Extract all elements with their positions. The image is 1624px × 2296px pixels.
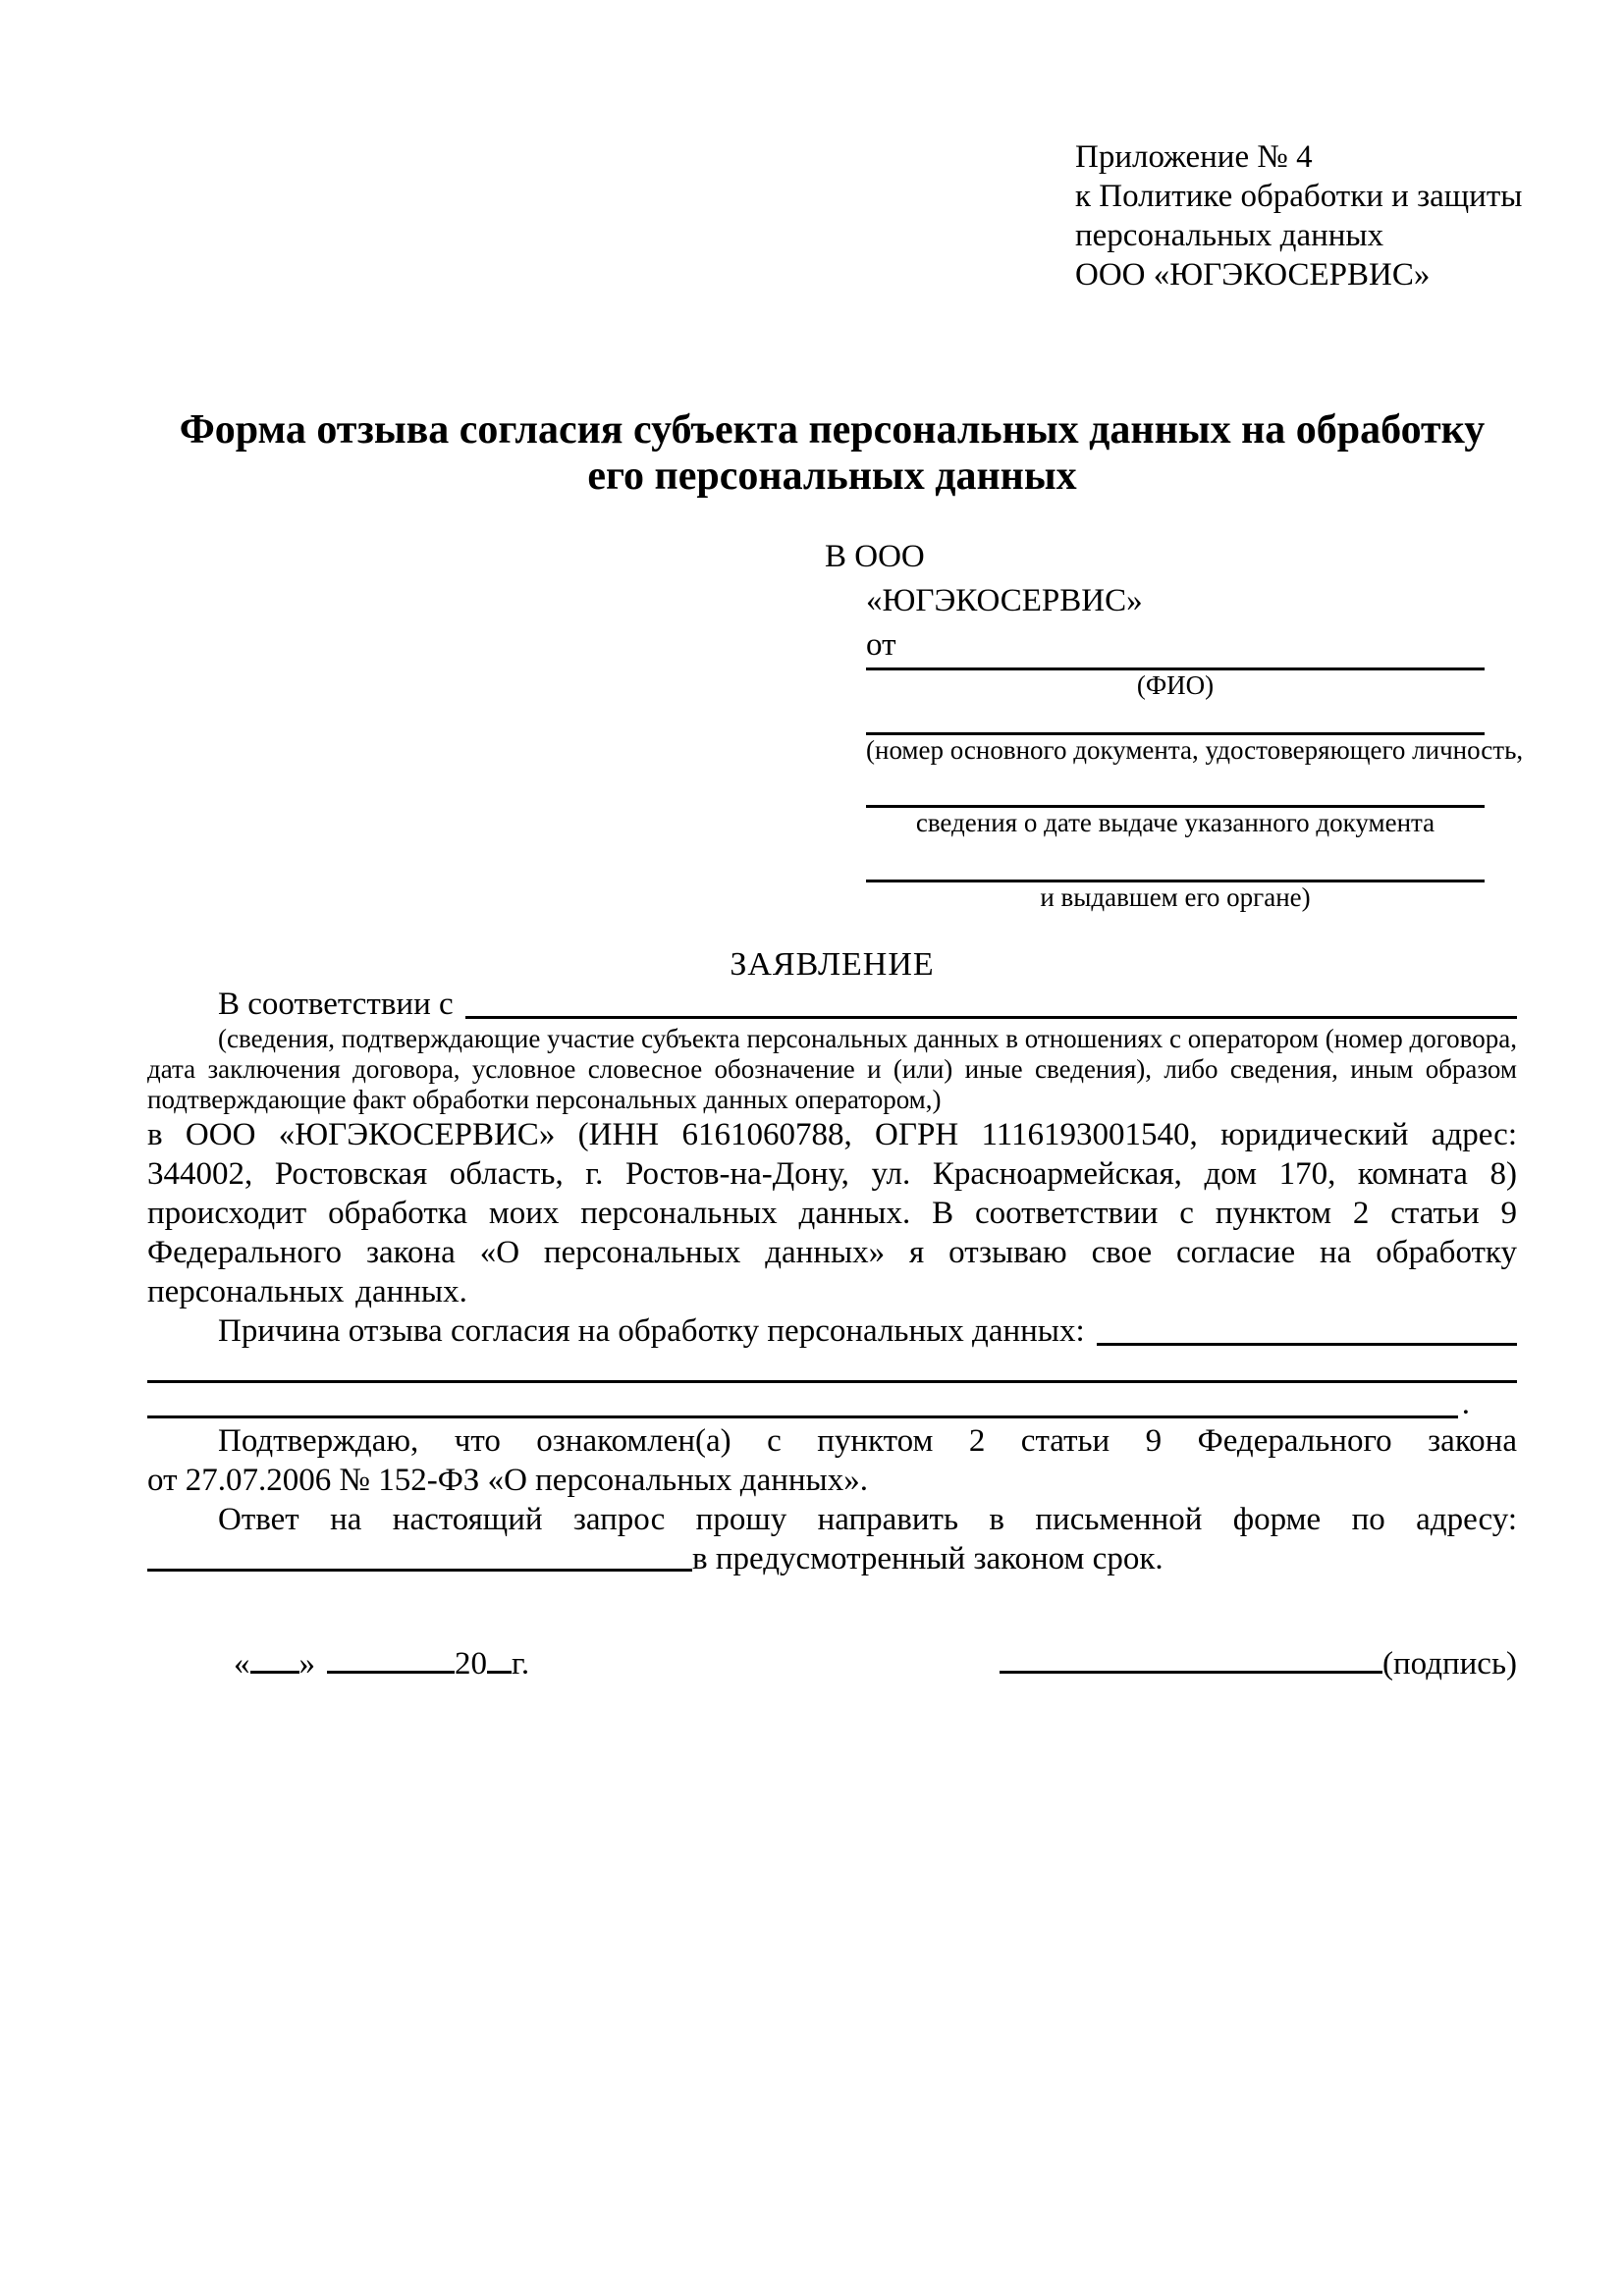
- confirmation-line-2: от 27.07.2006 № 152-ФЗ «О персональных данных».: [147, 1463, 868, 1498]
- address-blank-line: [147, 1539, 692, 1572]
- confirmation-line-1: Подтверждаю, что ознакомлен(а) с пунктом 2 статьи 9 Федерального закона: [218, 1423, 1517, 1459]
- statement-body: в ООО «ЮГЭКОСЕРВИС» (ИНН 6161060788, ОГРН 1116193001540, юридический адрес: 344002, Ростовская область, г. Ростов-на-Дону, ул. Красноармейская, дом 170, комната 8) происходит обработка моих персональных данных. В соответствии с пунктом 2 статьи 9 Федерального закона «О персональных данных» я отзываю свое согласие на обработку персональных данных.: [147, 1117, 1517, 1309]
- reason-row: [147, 1311, 1517, 1351]
- reason-blank-line: [1097, 1311, 1517, 1346]
- date-close-quote: »: [298, 1646, 315, 1682]
- reason-continuation-row-1: [147, 1351, 1517, 1386]
- basis-blank-line: [465, 985, 1517, 1019]
- issuer-field: [866, 880, 1485, 913]
- basis-row: [147, 985, 1517, 1024]
- basis-explanation: (сведения, подтверждающие участие субъекта персональных данных в отношениях с оператором (номер договора, дата заключения договора, условное словесное обозначение и (или) иные сведения), либо сведения, иным образом подтверждающие факт обработки персональных данных оператором,): [147, 1024, 1517, 1114]
- month-blank-line: [327, 1641, 455, 1674]
- year-blank-line: [487, 1641, 512, 1674]
- fio-field: [866, 667, 1485, 701]
- reason-continuation-line-2: [147, 1386, 1458, 1418]
- section-title: ЗАЯВЛЕНИЕ: [730, 946, 935, 983]
- appendix-note-line-3: персональных данных: [1075, 218, 1384, 253]
- page-title: [147, 407, 1517, 500]
- appendix-note-line-1: Приложение № 4: [1075, 139, 1313, 175]
- addressee-from: от: [866, 627, 896, 663]
- document-number-field: [866, 732, 1524, 766]
- answer-tail: в предусмотренный законом срок.: [692, 1541, 1164, 1576]
- answer-address-row: [147, 1539, 1517, 1578]
- fio-caption: (ФИО): [1136, 670, 1215, 700]
- reason-terminator: .: [1461, 1386, 1470, 1421]
- signature-field: [1000, 1641, 1517, 1683]
- reason-continuation-row-2: [147, 1386, 1517, 1421]
- addressee-to: В ООО: [825, 539, 925, 574]
- appendix-note-line-4: ООО «ЮГЭКОСЕРВИС»: [1075, 257, 1431, 293]
- issuer-caption: и выдавшем его органе): [1040, 882, 1311, 912]
- answer-request-line: Ответ на настоящий запрос прошу направить в письменной форме по адресу:: [218, 1502, 1517, 1537]
- day-blank-line: [250, 1641, 299, 1674]
- signature-caption: (подпись): [1382, 1646, 1517, 1682]
- page-title-line-1: Форма отзыва согласия субъекта персональных данных на обработку: [179, 407, 1486, 453]
- basis-label: В соответствии с: [218, 987, 454, 1022]
- date-open-quote: «: [234, 1646, 250, 1682]
- addressee-block: [825, 535, 1524, 913]
- appendix-note-line-2: к Политике обработки и защиты: [1075, 179, 1523, 214]
- year-prefix: 20: [455, 1646, 487, 1682]
- page-title-line-2: его персональных данных: [587, 454, 1077, 499]
- signature-blank-line: [1000, 1641, 1382, 1674]
- reason-continuation-line-1: [147, 1351, 1517, 1383]
- date-field: [234, 1641, 529, 1683]
- year-suffix: г.: [512, 1646, 530, 1682]
- issue-date-field: [866, 805, 1485, 838]
- appendix-note: [1075, 137, 1523, 294]
- document-number-caption: (номер основного документа, удостоверяющего личность,: [866, 735, 1524, 765]
- addressee-company: «ЮГЭКОСЕРВИС»: [866, 583, 1143, 618]
- reason-label: Причина отзыва согласия на обработку персональных данных:: [218, 1313, 1085, 1349]
- footer: [147, 1641, 1517, 1683]
- issue-date-caption: сведения о дате выдаче указанного документа: [915, 808, 1435, 837]
